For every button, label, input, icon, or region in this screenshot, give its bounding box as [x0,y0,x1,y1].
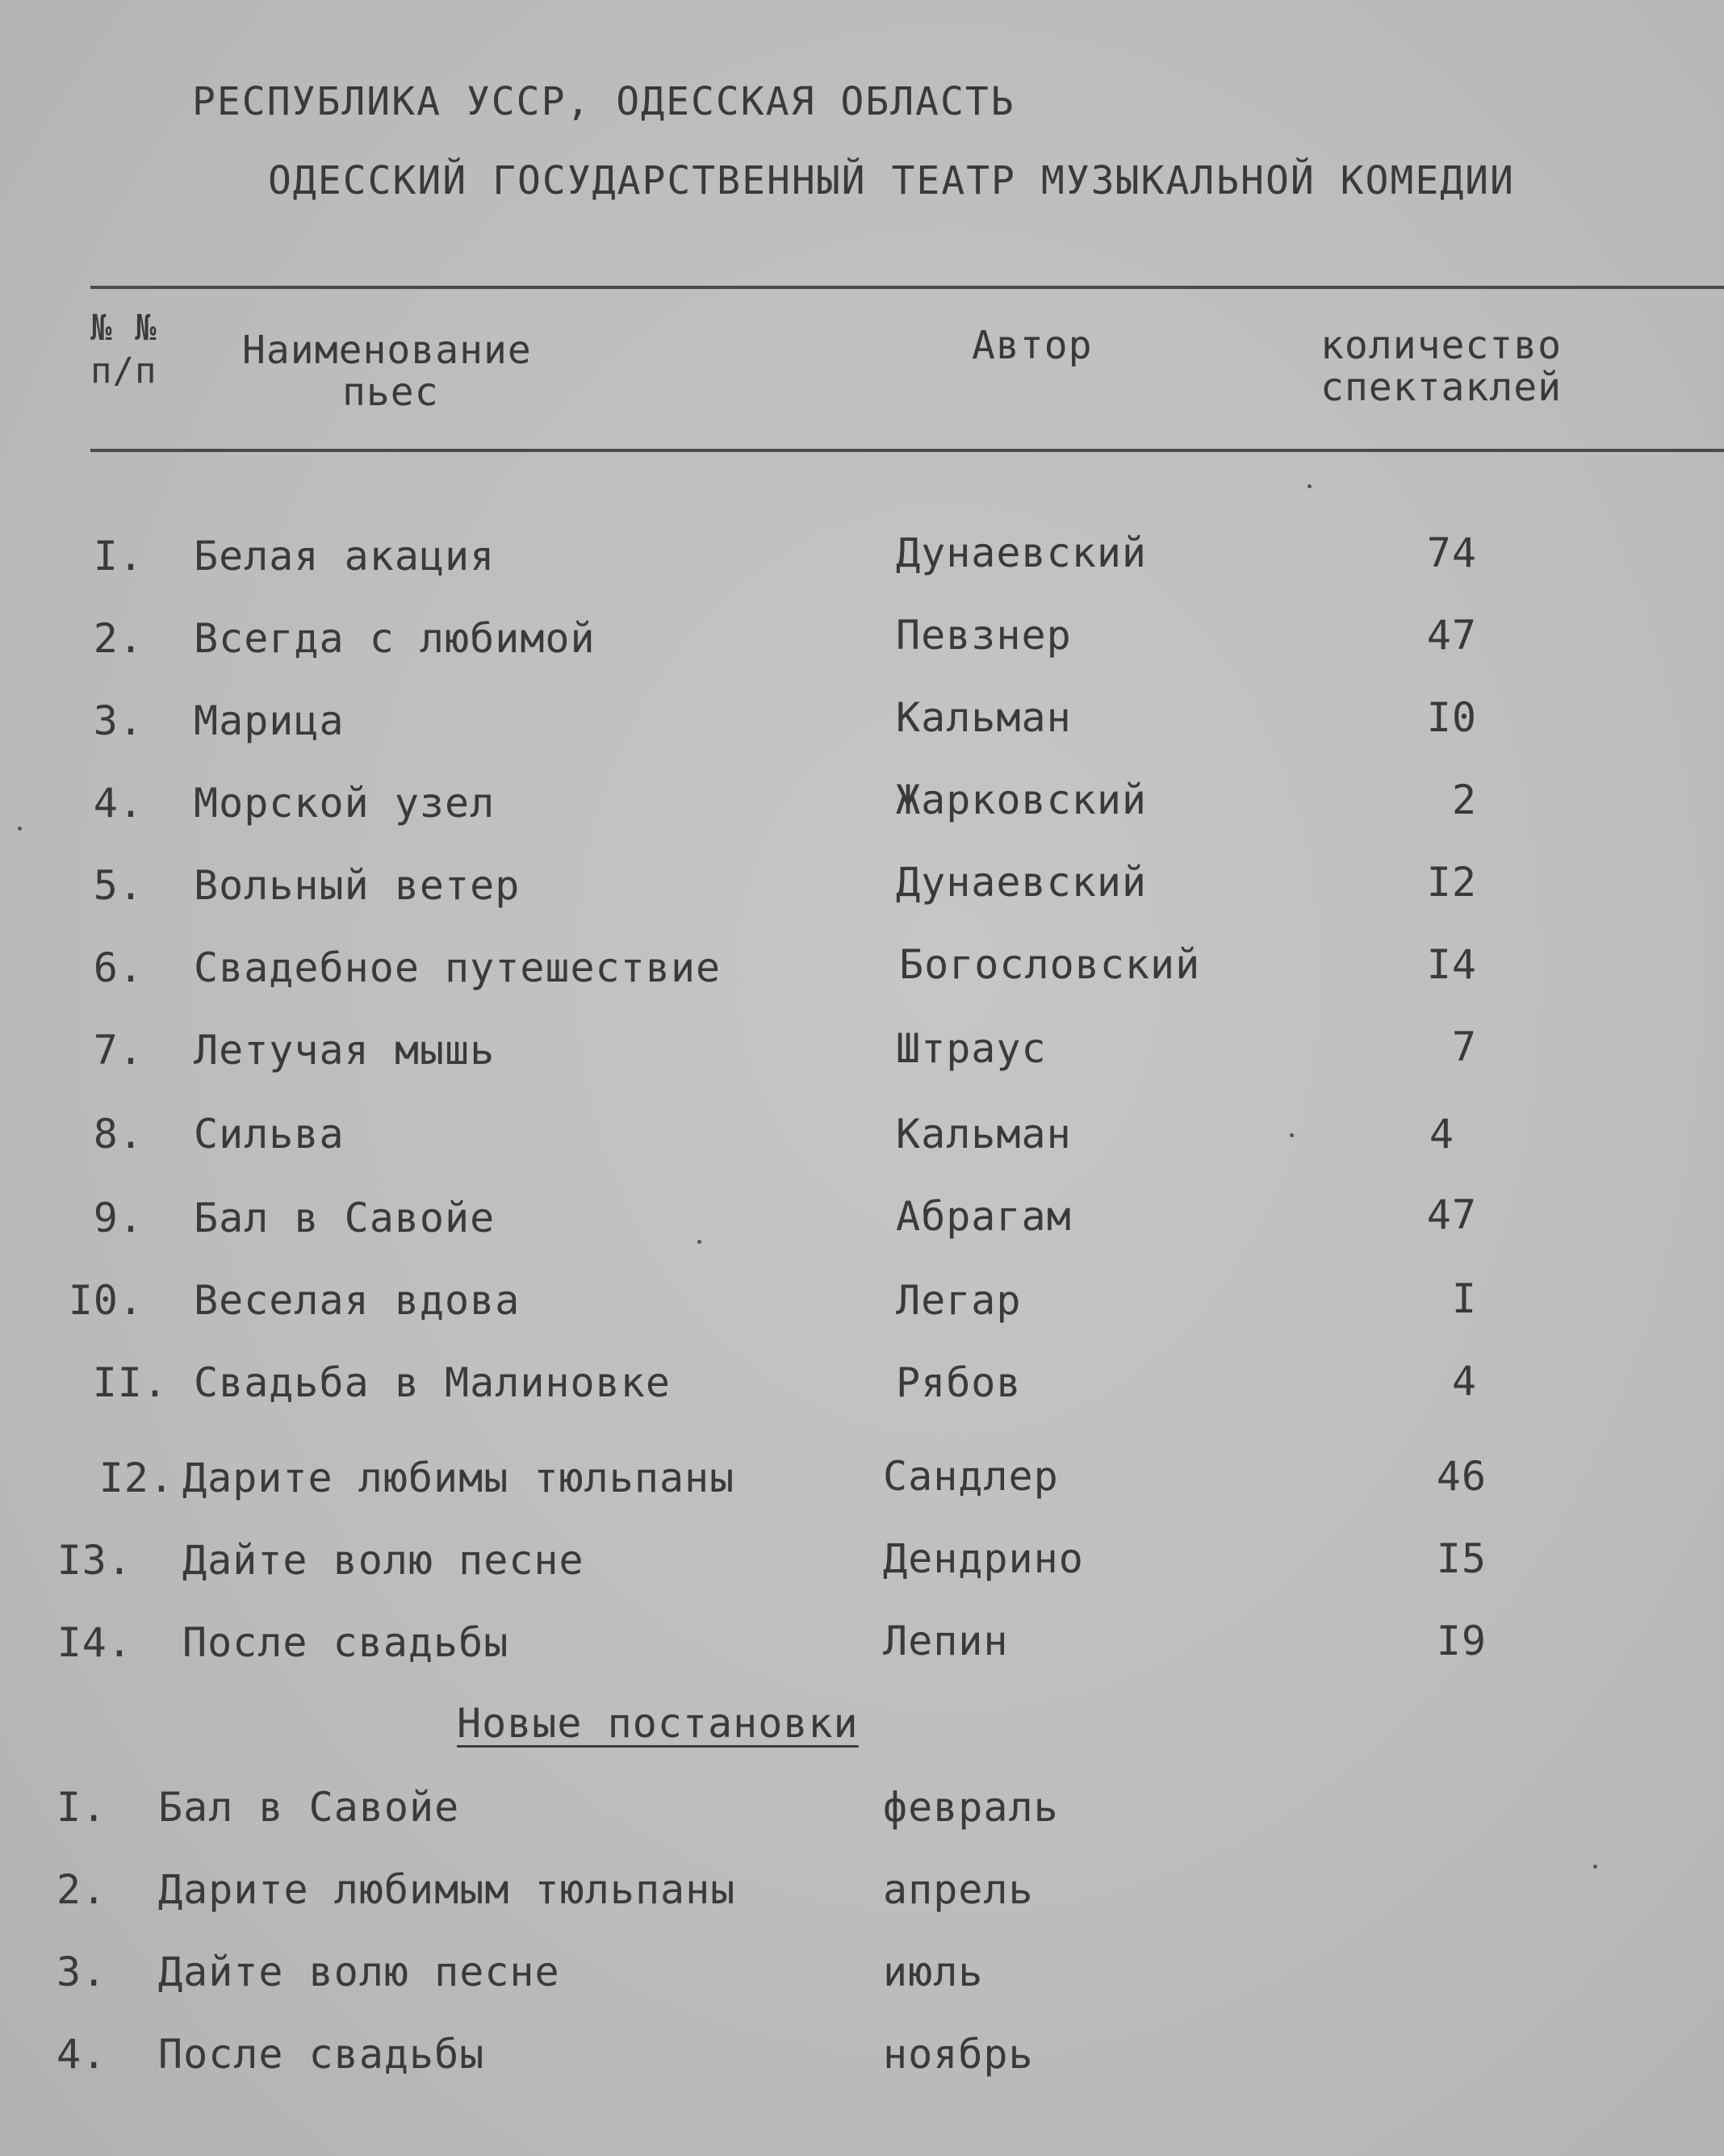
col-author: Автор [972,323,1093,368]
row-author: Кальман [896,1111,1072,1158]
row-num: I4. [56,1619,132,1666]
row-author: Богословский [899,941,1201,988]
row-count: I [1451,1275,1477,1322]
item-month: апрель [883,1866,1034,1913]
item-month: февраль [883,1784,1059,1831]
header-line-2: ОДЕССКИЙ ГОСУДАРСТВЕННЫЙ ТЕАТР МУЗЫКАЛЬНОЙ КОМЕДИИ [268,158,1515,203]
row-author: Легар [896,1277,1022,1324]
row-num: 4. [93,780,144,827]
new-productions-title: Новые постановки [457,1700,859,1747]
row-num: 8. [93,1111,144,1158]
item-month: июль [883,1949,984,1995]
row-author: Лепин [883,1618,1009,1664]
table-top-rule [90,286,1724,289]
row-num: 2. [93,615,144,662]
table-header-rule [90,449,1724,452]
item-month: ноябрь [883,2031,1034,2078]
row-title: Всегда с любимой [194,615,596,662]
item-title: Дарите любимым тюльпаны [158,1866,736,1913]
row-title: Белая акация [194,533,496,580]
row-author: Дунаевский [896,530,1148,576]
row-num: I. [93,533,144,580]
row-title: Вольный ветер [194,862,521,909]
row-num: I0. [68,1277,144,1324]
row-num: II. [92,1359,168,1406]
col-num-line2: п/п [90,350,157,391]
row-title: Марица [194,697,345,744]
row-author: Жарковский [896,777,1148,823]
row-num: 5. [93,862,144,909]
row-title: После свадьбы [182,1619,509,1666]
row-count: 4 [1451,1358,1477,1405]
row-num: 7. [93,1027,144,1074]
row-title: Дарите любимы тюльпаны [182,1455,735,1501]
row-title: Веселая вдова [194,1277,521,1324]
item-title: Дайте волю песне [158,1949,560,1995]
row-title: Дайте волю песне [182,1537,584,1584]
row-num: I3. [56,1537,132,1584]
paper-speck [1593,1865,1597,1869]
row-count: I0 [1426,694,1477,741]
row-count: 74 [1426,530,1477,576]
row-title: Бал в Савойе [194,1195,496,1241]
row-count: 47 [1426,612,1477,659]
col-count-line1: количество [1320,323,1562,368]
col-num-line1: № № [90,308,157,349]
row-count: 47 [1426,1191,1477,1238]
row-num: I2. [98,1455,174,1501]
row-author: Дендрино [883,1535,1084,1582]
item-num: I. [56,1784,107,1831]
paper-speck [1290,1133,1294,1137]
item-title: После свадьбы [158,2031,485,2078]
row-count: I4 [1426,941,1477,988]
item-num: 2. [56,1866,107,1913]
row-num: 3. [93,697,144,744]
row-author: Кальман [896,694,1072,741]
row-title: Летучая мышь [194,1027,496,1074]
row-count: 7 [1451,1024,1477,1070]
col-title-line2: пьес [342,370,439,415]
item-num: 4. [56,2031,107,2078]
item-num: 3. [56,1949,107,1995]
row-author: Штраус [896,1025,1047,1072]
row-author: Дунаевский [896,859,1148,906]
paper-speck [1308,484,1312,488]
row-count: I2 [1426,859,1477,906]
row-num: 9. [93,1195,144,1241]
row-author: Певзнер [896,612,1072,659]
row-count: 46 [1436,1453,1487,1500]
row-num: 6. [93,944,144,991]
row-title: Морской узел [194,780,496,827]
row-title: Сильва [194,1111,345,1158]
row-author: Рябов [896,1359,1022,1406]
row-title: Свадебное путешествие [194,944,722,991]
row-author: Абрагам [896,1193,1072,1240]
header-line-1: РЕСПУБЛИКА УССР, ОДЕССКАЯ ОБЛАСТЬ [192,79,1015,124]
row-count: I5 [1436,1535,1487,1582]
row-count: 2 [1451,777,1477,823]
row-title: Свадьба в Малиновке [194,1359,671,1406]
row-author: Сандлер [883,1453,1059,1500]
item-title: Бал в Савойе [158,1784,460,1831]
row-count: 4 [1429,1111,1454,1158]
paper-speck [697,1240,701,1244]
col-count-line2: спектаклей [1320,365,1562,410]
paper-speck [18,827,22,831]
col-title-line1: Наименование [242,328,532,373]
row-count: I9 [1436,1618,1487,1664]
